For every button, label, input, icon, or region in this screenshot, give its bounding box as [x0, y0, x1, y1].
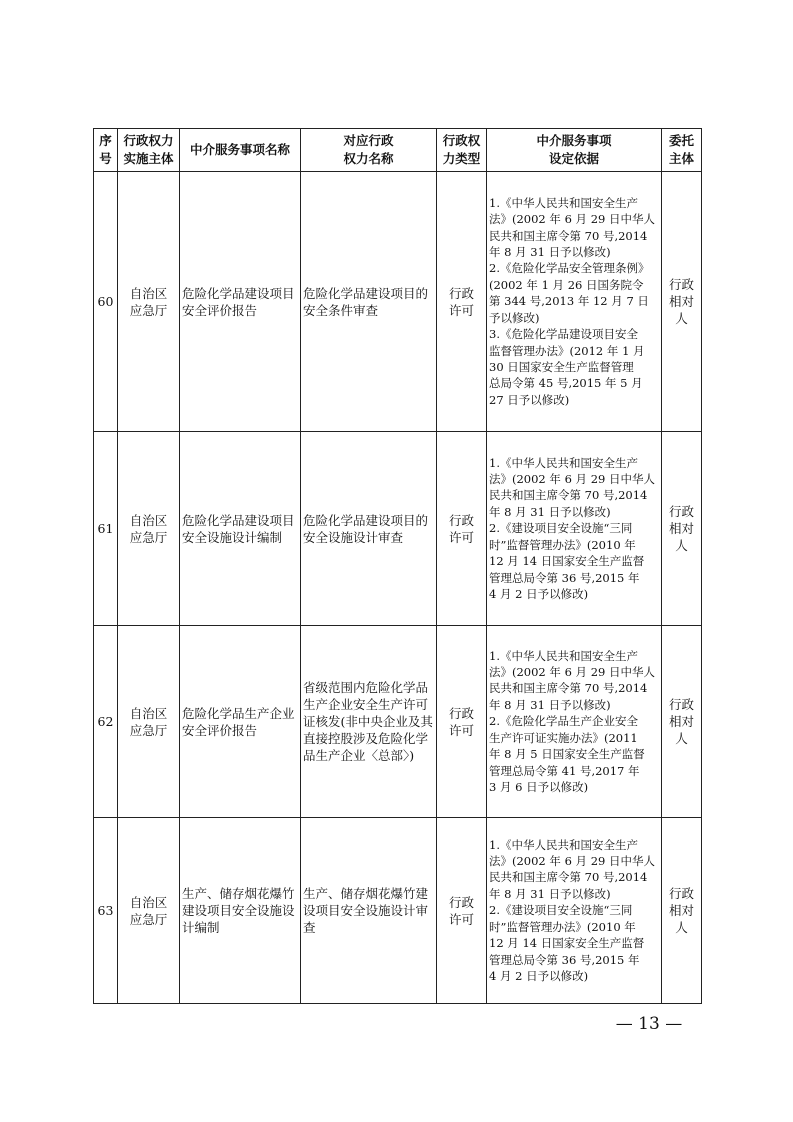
basis-line: 1.《中华人民共和国安全生产	[489, 648, 638, 663]
row-implementing-body: 自治区 应急厅	[118, 818, 180, 1004]
basis-line: 总局令第 45 号,2015 年 5 月	[489, 376, 643, 391]
row-power-type: 行政 许可	[437, 626, 487, 818]
basis-line: 年 8 月 5 日国家安全生产监督	[489, 747, 645, 762]
row-legal-basis	[487, 626, 662, 818]
basis-line: 民共和国主席令第 70 号,2014	[489, 681, 648, 696]
basis-line: 民共和国主席令第 70 号,2014	[489, 228, 648, 243]
basis-line: 2.《建设项目安全设施“三同	[489, 521, 633, 536]
basis-line: 12 月 14 日国家安全生产监督	[489, 936, 645, 951]
row-legal-basis	[487, 172, 662, 432]
header-power-name: 对应行政 权力名称	[301, 129, 437, 172]
page-number: — 13 —	[615, 1014, 683, 1034]
row-legal-basis	[487, 432, 662, 626]
header-implementing-body: 行政权力 实施主体	[118, 129, 180, 172]
basis-line: 管理总局令第 36 号,2015 年	[489, 952, 640, 967]
row-implementing-body: 自治区 应急厅	[118, 432, 180, 626]
row-service-name: 危险化学品建设项目安全评价报告	[180, 172, 301, 432]
header-service-name: 中介服务事项名称	[180, 129, 301, 172]
basis-line: 4 月 2 日予以修改)	[489, 586, 589, 601]
header-legal-basis: 中介服务事项 设定依据	[487, 129, 662, 172]
basis-line: 27 日予以修改)	[489, 392, 570, 407]
basis-line: (2002 年 1 月 26 日国务院令	[489, 277, 644, 292]
basis-line: 法》(2002 年 6 月 29 日中华人	[489, 212, 655, 227]
row-serial: 60	[94, 172, 118, 432]
row-service-name: 危险化学品生产企业安全评价报告	[180, 626, 301, 818]
basis-line: 3.《危险化学品建设项目安全	[489, 327, 638, 342]
row-entrusting-party: 行政 相对 人	[662, 172, 702, 432]
basis-line: 1.《中华人民共和国安全生产	[489, 837, 638, 852]
basis-line: 2.《危险化学品安全管理条例》	[489, 261, 650, 276]
basis-line: 民共和国主席令第 70 号,2014	[489, 870, 648, 885]
service-catalog-table	[93, 128, 702, 1004]
basis-line: 民共和国主席令第 70 号,2014	[489, 488, 648, 503]
basis-line: 2.《危险化学品生产企业安全	[489, 714, 638, 729]
basis-line: 年 8 月 31 日予以修改)	[489, 886, 611, 901]
basis-line: 监督管理办法》(2012 年 1 月	[489, 343, 645, 358]
table-row	[94, 432, 702, 626]
basis-line: 3 月 6 日予以修改)	[489, 779, 589, 794]
basis-line: 4 月 2 日予以修改)	[489, 968, 589, 983]
basis-line: 法》(2002 年 6 月 29 日中华人	[489, 472, 655, 487]
row-implementing-body: 自治区 应急厅	[118, 626, 180, 818]
row-entrusting-party: 行政 相对 人	[662, 818, 702, 1004]
basis-line: 法》(2002 年 6 月 29 日中华人	[489, 665, 655, 680]
basis-line: 管理总局令第 41 号,2017 年	[489, 763, 640, 778]
row-power-type: 行政 许可	[437, 432, 487, 626]
basis-line: 第 344 号,2013 年 12 月 7 日	[489, 294, 649, 309]
row-implementing-body: 自治区 应急厅	[118, 172, 180, 432]
table-row	[94, 818, 702, 1004]
header-entrusting-party: 委托 主体	[662, 129, 702, 172]
table-row	[94, 626, 702, 818]
row-power-type: 行政 许可	[437, 172, 487, 432]
basis-line: 生产许可证实施办法》(2011	[489, 730, 638, 745]
basis-line: 予以修改)	[489, 310, 540, 325]
basis-line: 1.《中华人民共和国安全生产	[489, 195, 638, 210]
row-entrusting-party: 行政 相对 人	[662, 432, 702, 626]
row-power-name: 生产、储存烟花爆竹建设项目安全设施设计审查	[301, 818, 437, 1004]
basis-line: 2.《建设项目安全设施“三同	[489, 903, 633, 918]
basis-line: 1.《中华人民共和国安全生产	[489, 455, 638, 470]
basis-line: 时”监督管理办法》(2010 年	[489, 919, 636, 934]
basis-line: 12 月 14 日国家安全生产监督	[489, 554, 645, 569]
row-entrusting-party: 行政 相对 人	[662, 626, 702, 818]
row-power-type: 行政 许可	[437, 818, 487, 1004]
basis-line: 管理总局令第 36 号,2015 年	[489, 570, 640, 585]
header-serial: 序 号	[94, 129, 118, 172]
row-serial: 62	[94, 626, 118, 818]
basis-line: 时”监督管理办法》(2010 年	[489, 537, 636, 552]
row-serial: 63	[94, 818, 118, 1004]
basis-line: 年 8 月 31 日予以修改)	[489, 245, 611, 260]
basis-line: 年 8 月 31 日予以修改)	[489, 504, 611, 519]
row-service-name: 危险化学品建设项目安全设施设计编制	[180, 432, 301, 626]
table-header-row	[94, 129, 702, 172]
header-power-type: 行政权 力类型	[437, 129, 487, 172]
row-service-name: 生产、储存烟花爆竹建设项目安全设施设计编制	[180, 818, 301, 1004]
basis-line: 年 8 月 31 日予以修改)	[489, 697, 611, 712]
row-legal-basis	[487, 818, 662, 1004]
row-serial: 61	[94, 432, 118, 626]
row-power-name: 危险化学品建设项目的安全条件审查	[301, 172, 437, 432]
basis-line: 法》(2002 年 6 月 29 日中华人	[489, 854, 655, 869]
row-power-name: 危险化学品建设项目的安全设施设计审查	[301, 432, 437, 626]
table-row	[94, 172, 702, 432]
basis-line: 30 日国家安全生产监督管理	[489, 359, 634, 374]
row-power-name: 省级范围内危险化学品生产企业安全生产许可证核发(非中央企业及其直接控股涉及危险化学品生产企业〈总部〉)	[301, 626, 437, 818]
